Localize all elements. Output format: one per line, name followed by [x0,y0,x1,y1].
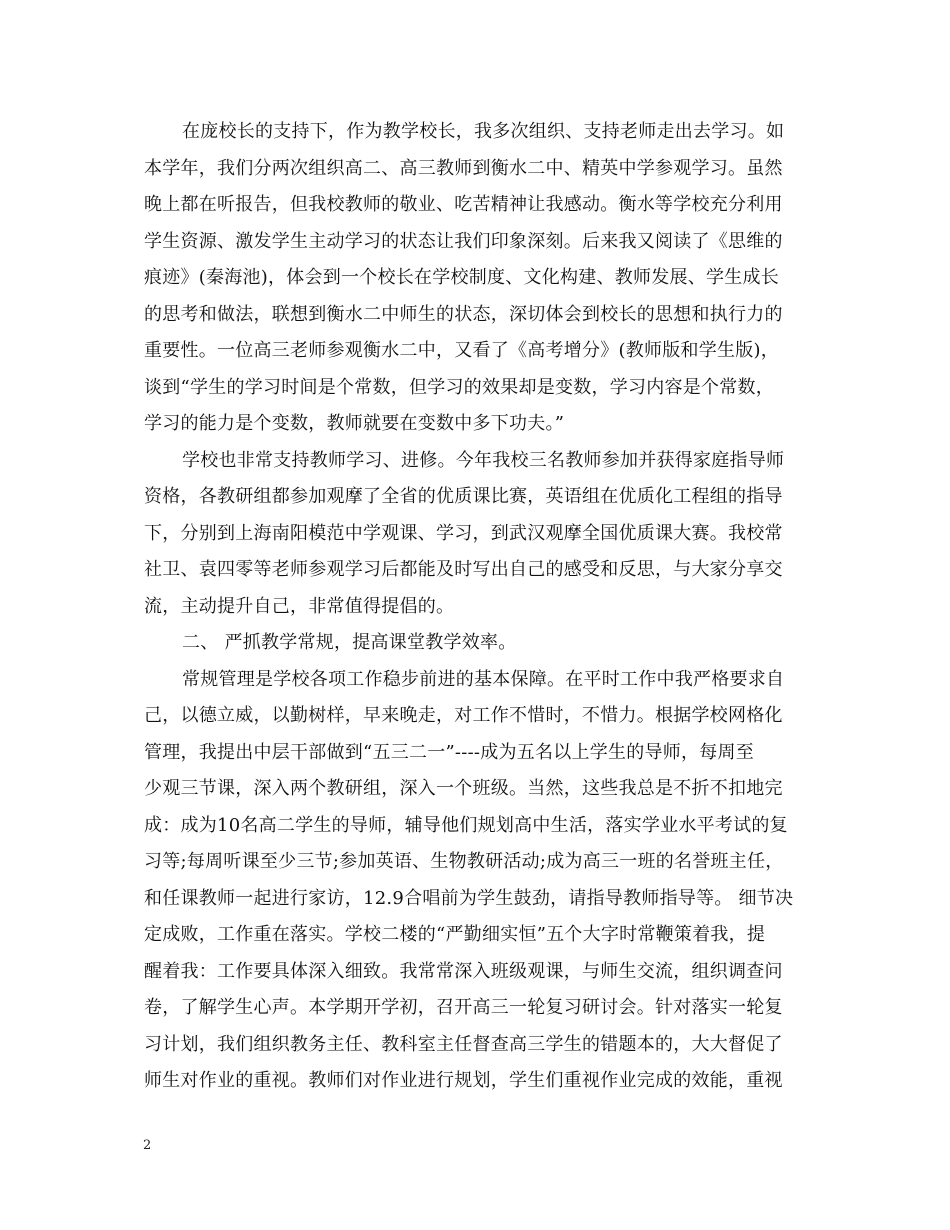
text-line: 师生对作业的重视。教师们对作业进行规划，学生们重视作业完成的效能，重视 [144,1070,783,1091]
text-line: 少观三节课，深入两个教研组，深入一个班级。当然，这些我总是不折不扣地完 [144,778,783,799]
text-line: 晚上都在听报告，但我校教师的敬业、吃苦精神让我感动。衡水等学校充分利用 [144,194,783,215]
text-line: 流，主动提升自己，非常值得提倡的。 [144,595,455,617]
text-line: 社卫、袁四零等老师参观学习后都能及时写出自己的感受和反思，与大家分享交 [144,559,783,580]
text-line: 习等;每周听课至少三节;参加英语、生物教研活动;成为高三一班的名誉班主任， [144,851,784,872]
text-line: 的思考和做法，联想到衡水二中师生的状态，深切体会到校长的思想和执行力的 [144,303,783,325]
text-line: 己，以德立威，以勤树样，早来晚走，对工作不惜时，不惜力。根据学校网格化 [144,705,783,726]
text-line: 醒着我：工作要具体深入细致。我常常深入班级观课，与师生交流，组织调查问 [144,960,783,982]
text-line: 和任课教师一起进行家访，12.9合唱前为学生鼓劲，请指导教师指导等。 细节决 [144,887,794,909]
text-line: 学习的能力是个变数，教师就要在变数中多下功夫。” [144,413,565,434]
text-line: 定成败，工作重在落实。学校二楼的“严勤细实恒”五个大字时常鞭策着我，提 [144,924,766,945]
section-heading: 二、 严抓教学常规，提高课堂教学效率。 [182,632,517,653]
text-line: 成：成为10名高二学生的导师，辅导他们规划高中生活，落实学业水平考试的复 [144,814,788,836]
text-line: 下，分别到上海南阳模范中学观课、学习，到武汉观摩全国优质课大赛。我校常 [144,522,783,544]
text-line: 管理，我提出中层干部做到“五三二一”----成为五名以上学生的导师，每周至 [144,741,754,763]
text-line: 学校也非常支持教师学习、进修。今年我校三名教师参加并获得家庭指导师 [182,449,785,471]
text-line: 卷，了解学生心声。本学期开学初，召开高三一轮复习研讨会。针对落实一轮复 [144,997,783,1018]
text-line: 学生资源、激发学生主动学习的状态让我们印象深刻。后来我又阅读了《思维的 [144,230,783,252]
page-number: 2 [143,1138,152,1153]
text-line: 习计划，我们组织教务主任、教科室主任督查高三学生的错题本的，大大督促了 [144,1033,783,1055]
text-line: 重要性。一位高三老师参观衡水二中，又看了《高考增分》(教师版和学生版)， [144,340,780,361]
text-line: 资格，各教研组都参加观摩了全省的优质课比赛，英语组在优质化工程组的指导 [144,486,783,507]
text-line: 痕迹》(秦海池)，体会到一个校长在学校制度、文化构建、教师发展、学生成长 [144,267,780,288]
text-line: 本学年，我们分两次组织高二、高三教师到衡水二中、精英中学参观学习。虽然 [144,157,783,179]
text-line: 在庞校长的支持下，作为教学校长，我多次组织、支持老师走出去学习。如 [182,121,785,142]
text-line: 常规管理是学校各项工作稳步前进的基本保障。在平时工作中我严格要求自 [182,668,785,690]
text-line: 谈到“学生的学习时间是个常数，但学习的效果却是变数，学习内容是个常数， [144,376,774,398]
body-text [144,114,804,1100]
